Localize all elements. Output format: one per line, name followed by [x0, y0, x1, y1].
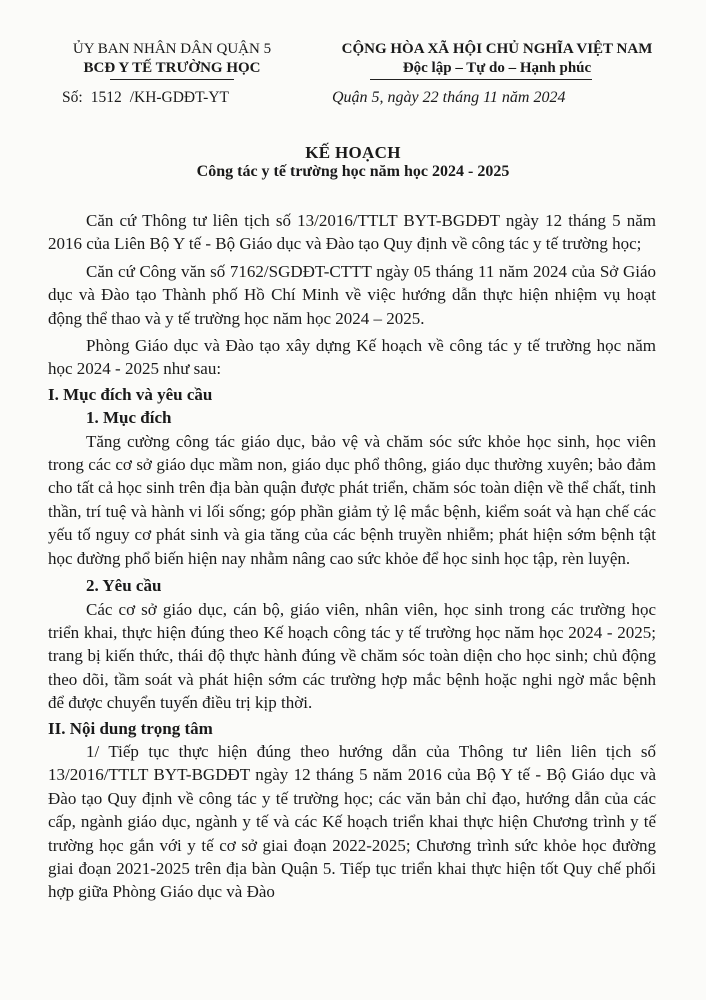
subsection-heading-purpose: 1. Mục đích — [86, 408, 172, 428]
document-number — [62, 89, 229, 107]
nation-name: CỘNG HÒA XÃ HỘI CHỦ NGHĨA VIỆT NAM — [341, 41, 653, 57]
doc-no-suffix: /KH-GDĐT-YT — [129, 89, 229, 106]
org-subdivision: BCĐ Y TẾ TRƯỜNG HỌC — [83, 60, 261, 76]
paragraph-intro: Phòng Giáo dục và Đào tạo xây dựng Kế hoạch về công tác y tế trường học năm học 2024 - 2025 như sau: — [48, 336, 656, 379]
issuing-authority-block — [42, 40, 302, 78]
nation-motto: Độc lập – Tự do – Hạnh phúc — [402, 60, 592, 76]
section-heading-2: II. Nội dung trọng tâm — [48, 718, 213, 738]
issue-date — [332, 89, 565, 107]
paragraph-purpose: Tăng cường công tác giáo dục, bảo vệ và chăm sóc sức khỏe học sinh, học viên trong các cơ sở giáo dục mầm non, giáo dục phổ thông, giáo dục thường xuyên; bảo đảm cho tất cả học sinh trên địa bàn quận được phát triển, chăm sóc toàn diện về thể chất, tinh thần, trí tuệ và hành vi lối sống; góp phần giảm tỷ lệ mắc bệnh, kiểm soát và hạn chế các yếu tố nguy cơ phát sinh và gia tăng của các bệnh truyền nhiễm; phát hiện sớm bệnh tật học đường phổ biến hiện nay nhằm nâng cao sức khỏe để học sinh học tập, rèn luyện. — [48, 431, 656, 568]
national-motto-block — [312, 40, 682, 78]
document-subtitle: Công tác y tế trường học năm học 2024 - 2025 — [196, 163, 510, 180]
document-body — [48, 209, 656, 904]
paragraph-legal-basis-1: Căn cứ Thông tư liên tịch số 13/2016/TTLT BYT-BGDĐT ngày 12 tháng 5 năm 2016 của Liên Bộ Y tế - Bộ Giáo dục và Đào tạo Quy định về công tác y tế trường học; — [48, 211, 656, 254]
date-month: 11 — [483, 89, 498, 106]
date-day: 22 — [422, 89, 439, 106]
date-month-label: tháng — [442, 89, 480, 106]
motto-underline — [370, 79, 592, 80]
paragraph-content-1: 1/ Tiếp tục thực hiện đúng theo hướng dẫn của Thông tư liên liên tịch số 13/2016/TTLT BYT-BGDĐT ngày 12 tháng 5 năm 2016 của Bộ Y tế - Bộ Giáo dục và Đào tạo Quy định về công tác y tế trường học; các văn bản chỉ đạo, hướng dẫn của các cấp, ngành giáo dục, ngành y tế và các Kế hoạch triển khai thực hiện Chương trình y tế trường học gắn với y tế cơ sở giai đoạn 2022-2025; Chương trình sức khỏe học đường giai đoạn 2021-2025 trên địa bàn Quận 5. Tiếp tục triển khai thực hiện tốt Quy chế phối hợp giữa Phòng Giáo dục và Đào — [48, 741, 656, 902]
paragraph-requirements: Các cơ sở giáo dục, cán bộ, giáo viên, nhân viên, học sinh trong các trường học triển khai, thực hiện đúng theo Kế hoạch công tác y tế trường học năm học 2024 - 2025; trang bị kiến thức, thái độ thực hành đúng về chăm sóc toàn diện cho học sinh; chủ động theo dõi, tầm soát và phát hiện sớm các trường hợp mắc bệnh hoặc nghi ngờ mắc bệnh để được chuyển tuyến điều trị kịp thời. — [48, 599, 656, 713]
paragraph-legal-basis-2: Căn cứ Công văn số 7162/SGDĐT-CTTT ngày 05 tháng 11 năm 2024 của Sở Giáo dục và Đào tạo Thành phố Hồ Chí Minh về việc hướng dẫn thực hiện nhiệm vụ hoạt động thể thao và y tế trường học năm học 2024 – 2025. — [48, 261, 656, 328]
doc-no-value: 1512 — [90, 89, 122, 106]
date-year: năm 2024 — [501, 89, 566, 106]
org-underline — [110, 79, 234, 80]
document-title: KẾ HOẠCH — [305, 143, 401, 162]
section-heading-1: I. Mục đích và yêu cầu — [48, 384, 213, 404]
doc-no-prefix: Số: — [62, 89, 83, 106]
org-name: ỦY BAN NHÂN DÂN QUẬN 5 — [72, 41, 272, 57]
date-prefix: Quận 5, ngày — [332, 89, 419, 106]
subsection-heading-requirements: 2. Yêu cầu — [86, 576, 162, 596]
